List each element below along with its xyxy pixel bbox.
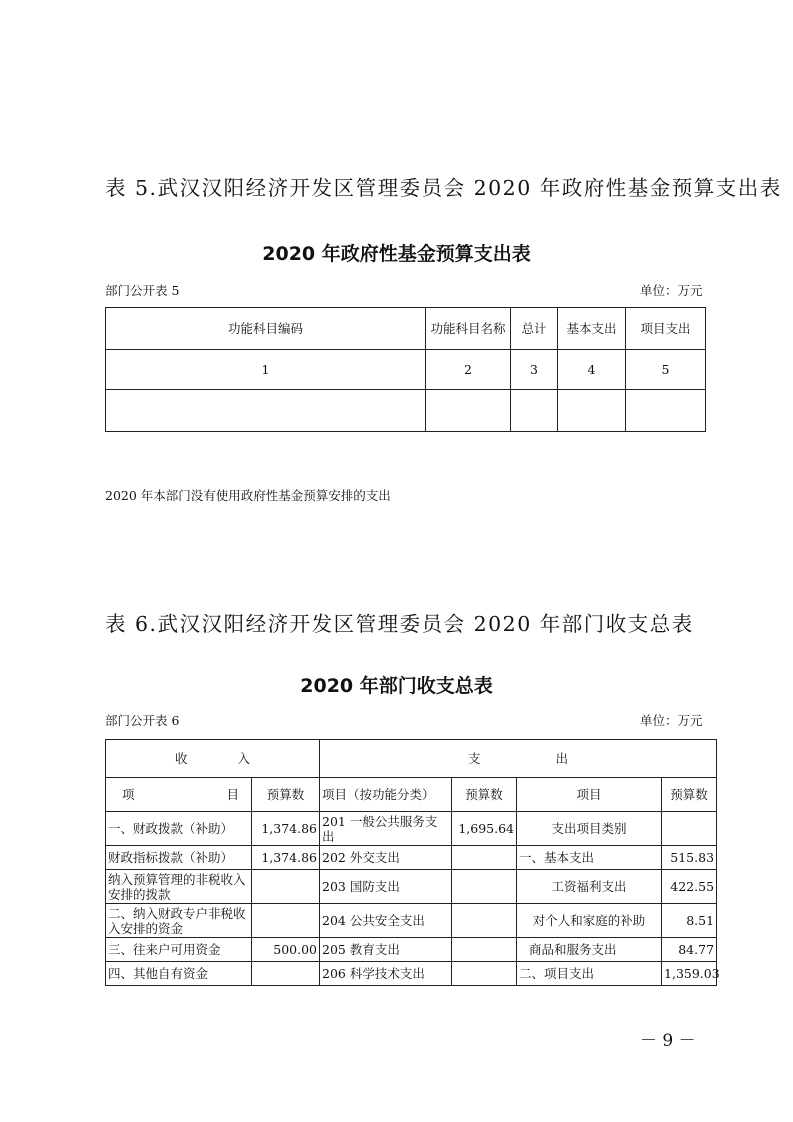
table6-caption: 表 6.武汉汉阳经济开发区管理委员会 2020 年部门收支总表 (105, 612, 694, 636)
type-amount-cell: 8.51 (662, 904, 717, 938)
table5 (105, 307, 706, 432)
table5-index-cell: 3 (511, 350, 558, 390)
income-amount-cell: 500.00 (252, 938, 320, 962)
income-item-cell: 纳入预算管理的非税收入安排的拨款 (106, 870, 252, 904)
income-amount-cell: 1,374.86 (252, 812, 320, 846)
type-item-cell: 对个人和家庭的补助 (517, 904, 662, 938)
type-item-header: 项目 (517, 778, 662, 812)
func-amount-header: 预算数 (452, 778, 517, 812)
table5-cell (426, 390, 511, 432)
table5-header-row (106, 308, 706, 350)
income-item-cell: 一、财政拨款（补助） (106, 812, 252, 846)
func-item-cell: 206 科学技术支出 (320, 962, 452, 986)
func-amount-cell (452, 938, 517, 962)
table6-row (106, 846, 717, 870)
table6-row (106, 938, 717, 962)
table5-title: 2020 年政府性基金预算支出表 (262, 243, 531, 265)
type-amount-header: 预算数 (662, 778, 717, 812)
table5-header-cell: 功能科目编码 (106, 308, 426, 350)
income-amount-header: 预算数 (252, 778, 320, 812)
table5-index-cell: 4 (558, 350, 626, 390)
table6-row (106, 962, 717, 986)
income-item-cell: 二、纳入财政专户非税收入安排的资金 (106, 904, 252, 938)
table5-cell (106, 390, 426, 432)
table6-header-row (106, 778, 717, 812)
type-amount-cell: 1,359.03 (662, 962, 717, 986)
func-amount-cell: 1,695.64 (452, 812, 517, 846)
table5-index-row (106, 350, 706, 390)
func-item-cell: 202 外交支出 (320, 846, 452, 870)
table5-unit-label: 单位：万元 (640, 283, 703, 298)
income-item-header (106, 778, 252, 812)
income-item-header-right: 目 (226, 787, 239, 802)
type-item-cell: 一、基本支出 (517, 846, 662, 870)
table6 (105, 739, 720, 986)
income-amount-cell (252, 904, 320, 938)
table5-label-left: 部门公开表 5 (105, 283, 180, 298)
type-amount-cell: 84.77 (662, 938, 717, 962)
func-item-cell: 205 教育支出 (320, 938, 452, 962)
income-amount-cell (252, 870, 320, 904)
func-amount-cell (452, 846, 517, 870)
table5-header-cell: 总计 (511, 308, 558, 350)
income-item-cell: 四、其他自有资金 (106, 962, 252, 986)
table6-title: 2020 年部门收支总表 (300, 675, 493, 697)
func-item-cell: 204 公共安全支出 (320, 904, 452, 938)
table5-note: 2020 年本部门没有使用政府性基金预算安排的支出 (105, 488, 391, 503)
func-amount-cell (452, 962, 517, 986)
type-amount-cell (662, 812, 717, 846)
table5-header-cell: 项目支出 (626, 308, 706, 350)
page-number: － 9 － (640, 1031, 696, 1051)
table5-header-cell: 功能科目名称 (426, 308, 511, 350)
type-item-cell: 商品和服务支出 (517, 938, 662, 962)
income-item-header-left: 项 (122, 787, 135, 802)
expense-group-header: 支 出 (320, 740, 717, 778)
table5-caption: 表 5.武汉汉阳经济开发区管理委员会 2020 年政府性基金预算支出表 (105, 176, 782, 200)
income-amount-cell: 1,374.86 (252, 846, 320, 870)
income-group-header: 收 入 (106, 740, 320, 778)
type-amount-cell: 515.83 (662, 846, 717, 870)
income-item-cell: 财政指标拨款（补助） (106, 846, 252, 870)
table5-cell (511, 390, 558, 432)
func-amount-cell (452, 870, 517, 904)
type-item-cell: 工资福利支出 (517, 870, 662, 904)
table6-row (106, 812, 717, 846)
table6-row (106, 870, 717, 904)
table5-index-cell: 2 (426, 350, 511, 390)
table6-unit-label: 单位：万元 (640, 713, 703, 728)
table5-cell (558, 390, 626, 432)
func-amount-cell (452, 904, 517, 938)
table6-label-left: 部门公开表 6 (105, 713, 180, 728)
func-item-cell: 201 一般公共服务支出 (320, 812, 452, 846)
income-item-cell: 三、往来户可用资金 (106, 938, 252, 962)
type-amount-cell: 422.55 (662, 870, 717, 904)
func-item-header: 项目（按功能分类） (320, 778, 452, 812)
table6-row (106, 904, 717, 938)
table5-header-cell: 基本支出 (558, 308, 626, 350)
table6-group-row (106, 740, 717, 778)
table5-empty-row (106, 390, 706, 432)
table5-cell (626, 390, 706, 432)
type-item-cell: 二、项目支出 (517, 962, 662, 986)
income-amount-cell (252, 962, 320, 986)
func-item-cell: 203 国防支出 (320, 870, 452, 904)
type-item-cell: 支出项目类别 (517, 812, 662, 846)
table5-index-cell: 5 (626, 350, 706, 390)
table5-index-cell: 1 (106, 350, 426, 390)
